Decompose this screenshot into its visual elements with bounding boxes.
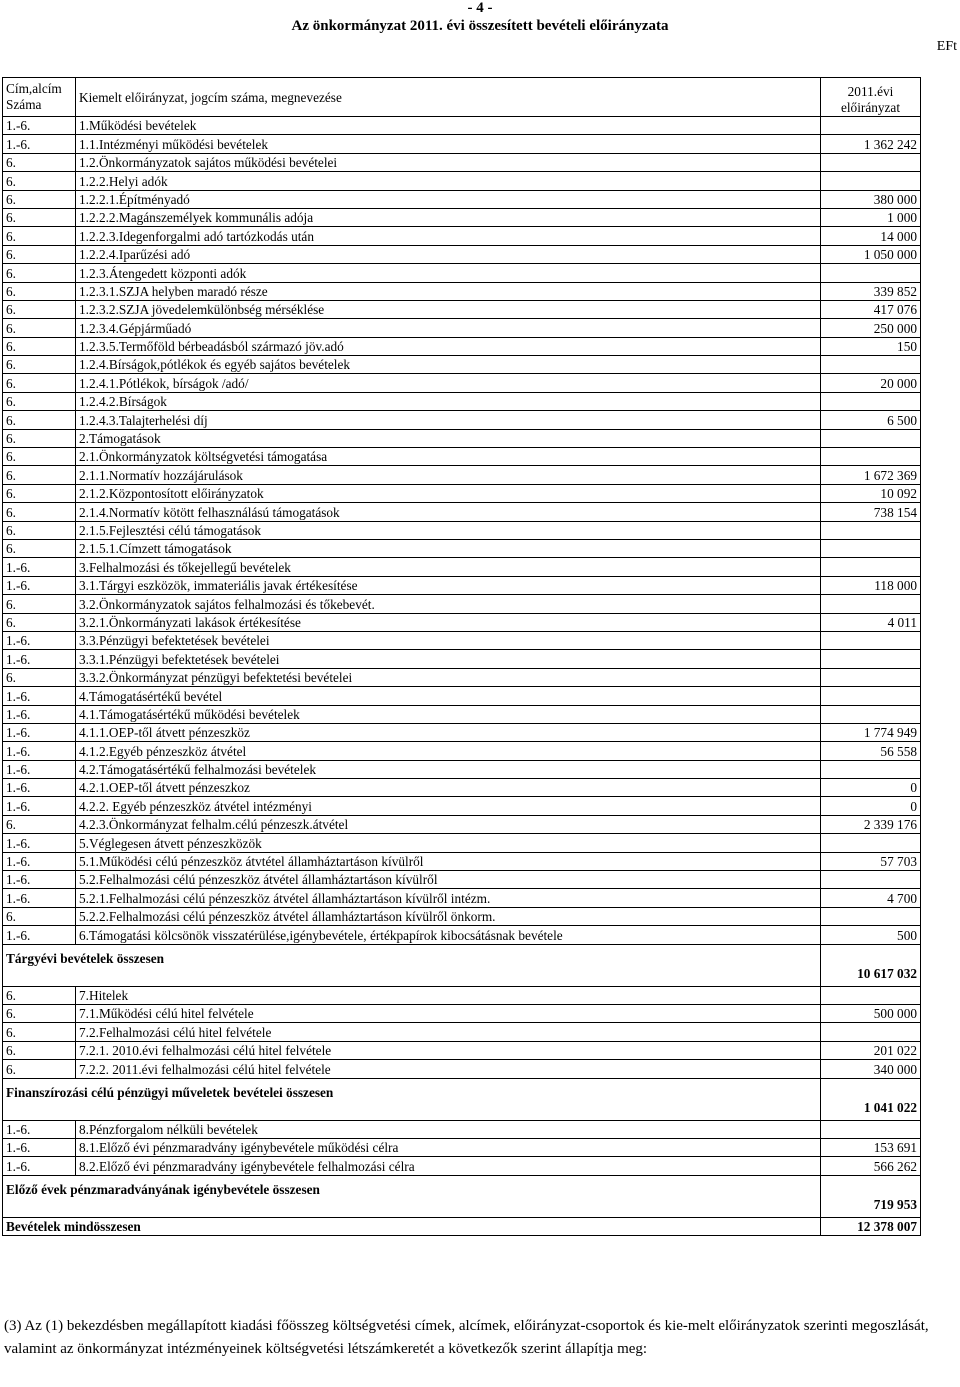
row-name: 8.2.Előző évi pénzmaradvány igénybevétele felhalmozási célra xyxy=(76,1157,821,1175)
table-row xyxy=(3,282,921,300)
row-value xyxy=(821,521,921,539)
table-row xyxy=(3,484,921,502)
row-name: 1.2.Önkormányzatok sajátos működési bevételei xyxy=(76,153,821,171)
row-code: 1.-6. xyxy=(3,117,76,135)
total-value: 10 617 032 xyxy=(821,944,921,986)
row-value xyxy=(821,687,921,705)
table-row xyxy=(3,521,921,539)
row-name: 4.1.2.Egyéb pénzeszköz átvétel xyxy=(76,742,821,760)
table-row xyxy=(3,429,921,447)
row-name: 1.2.2.Helyi adók xyxy=(76,172,821,190)
table-row xyxy=(3,300,921,318)
table-row xyxy=(3,1138,921,1156)
row-name: 2.1.Önkormányzatok költségvetési támogatása xyxy=(76,448,821,466)
row-code: 6. xyxy=(3,411,76,429)
page-title: Az önkormányzat 2011. évi összesített bevételi előirányzata xyxy=(291,18,669,34)
table-row xyxy=(3,539,921,557)
table-row xyxy=(3,723,921,741)
row-name: 1.2.2.4.Iparűzési adó xyxy=(76,245,821,263)
row-code: 6. xyxy=(3,595,76,613)
row-name: 3.2.Önkormányzatok sajátos felhalmozási és tőkebevét. xyxy=(76,595,821,613)
row-name: 1.2.4.2.Bírságok xyxy=(76,392,821,410)
row-name: 7.2.2. 2011.évi felhalmozási célú hitel felvétele xyxy=(76,1060,821,1078)
row-code: 1.-6. xyxy=(3,1120,76,1138)
col-name-header: Kiemelt előirányzat, jogcím száma, megnevezése xyxy=(76,78,821,117)
row-value: 0 xyxy=(821,779,921,797)
row-value: 340 000 xyxy=(821,1060,921,1078)
row-value: 2 339 176 xyxy=(821,815,921,833)
row-name: 2.1.4.Normatív kötött felhasználású támogatások xyxy=(76,503,821,521)
row-code: 1.-6. xyxy=(3,135,76,153)
table-row xyxy=(3,668,921,686)
row-value: 56 558 xyxy=(821,742,921,760)
row-name: 1.Működési bevételek xyxy=(76,117,821,135)
row-value xyxy=(821,650,921,668)
row-code: 1.-6. xyxy=(3,834,76,852)
row-code: 1.-6. xyxy=(3,558,76,576)
row-name: 4.1.1.OEP-től átvett pénzeszköz xyxy=(76,723,821,741)
row-value xyxy=(821,429,921,447)
row-code: 6. xyxy=(3,815,76,833)
row-value: 339 852 xyxy=(821,282,921,300)
total-row xyxy=(3,1078,921,1120)
row-name: 2.1.2.Központosított előirányzatok xyxy=(76,484,821,502)
table-row xyxy=(3,117,921,135)
row-name: 5.Véglegesen átvett pénzeszközök xyxy=(76,834,821,852)
row-value: 500 000 xyxy=(821,1004,921,1022)
row-name: 6.Támogatási kölcsönök visszatérülése,igénybevétele, értékpapírok kibocsátásnak bevétele xyxy=(76,926,821,944)
row-name: 3.Felhalmozási és tőkejellegű bevételek xyxy=(76,558,821,576)
col-code-header: Cím,alcím Száma xyxy=(3,78,76,117)
row-name: 4.1.Támogatásértékű működési bevételek xyxy=(76,705,821,723)
row-code: 1.-6. xyxy=(3,760,76,778)
table-body xyxy=(3,117,921,1236)
table-row xyxy=(3,356,921,374)
table-row xyxy=(3,926,921,944)
table-row xyxy=(3,687,921,705)
row-name: 1.2.3.4.Gépjárműadó xyxy=(76,319,821,337)
total-row xyxy=(3,1175,921,1217)
row-code: 6. xyxy=(3,282,76,300)
row-name: 8.1.Előző évi pénzmaradvány igénybevétele működési célra xyxy=(76,1138,821,1156)
paragraph-note: (3) Az (1) bekezdésben megállapított kiadási főösszeg költségvetési címek, alcímek, előirányzat-csoportok és kie-melt előirányzatok szerinti megoszlását, valamint az önkormányzat intézményeinek költségvetési létszámkeretét a következők szerint állapítja meg: xyxy=(4,1318,929,1357)
table-row xyxy=(3,1120,921,1138)
total-label: Finanszírozási célú pénzügyi műveletek bevételei összesen xyxy=(3,1078,821,1120)
table-row xyxy=(3,1004,921,1022)
row-code: 6. xyxy=(3,319,76,337)
row-value: 118 000 xyxy=(821,576,921,594)
table-row xyxy=(3,374,921,392)
row-value: 1 050 000 xyxy=(821,245,921,263)
row-name: 5.2.1.Felhalmozási célú pénzeszköz átvétel államháztartáson kívülről intézm. xyxy=(76,889,821,907)
row-code: 1.-6. xyxy=(3,687,76,705)
revenue-table xyxy=(2,77,921,1236)
row-value: 417 076 xyxy=(821,300,921,318)
total-value: 719 953 xyxy=(821,1175,921,1217)
row-code: 1.-6. xyxy=(3,1138,76,1156)
row-value xyxy=(821,668,921,686)
row-value xyxy=(821,264,921,282)
table-row xyxy=(3,448,921,466)
row-name: 2.1.5.Fejlesztési célú támogatások xyxy=(76,521,821,539)
row-value: 250 000 xyxy=(821,319,921,337)
table-row xyxy=(3,264,921,282)
row-value xyxy=(821,907,921,925)
row-name: 5.2.2.Felhalmozási célú pénzeszköz átvétel államháztartáson kívülről önkorm. xyxy=(76,907,821,925)
row-code: 6. xyxy=(3,153,76,171)
row-value xyxy=(821,1120,921,1138)
row-code: 6. xyxy=(3,986,76,1004)
table-row xyxy=(3,503,921,521)
row-code: 6. xyxy=(3,337,76,355)
row-value xyxy=(821,448,921,466)
row-value xyxy=(821,834,921,852)
row-code: 1.-6. xyxy=(3,1157,76,1175)
row-code: 1.-6. xyxy=(3,723,76,741)
row-code: 6. xyxy=(3,1023,76,1041)
row-name: 1.2.3.1.SZJA helyben maradó része xyxy=(76,282,821,300)
row-name: 7.2.Felhalmozási célú hitel felvétele xyxy=(76,1023,821,1041)
row-value: 6 500 xyxy=(821,411,921,429)
page-number: - 4 - xyxy=(467,0,493,16)
table-row xyxy=(3,595,921,613)
row-name: 3.1.Tárgyi eszközök, immateriális javak értékesítése xyxy=(76,576,821,594)
table-row xyxy=(3,889,921,907)
row-name: 2.1.1.Normatív hozzájárulások xyxy=(76,466,821,484)
row-code: 6. xyxy=(3,521,76,539)
row-name: 3.3.1.Pénzügyi befektetések bevételei xyxy=(76,650,821,668)
row-code: 1.-6. xyxy=(3,926,76,944)
table-row xyxy=(3,172,921,190)
table-row xyxy=(3,558,921,576)
row-code: 1.-6. xyxy=(3,742,76,760)
row-code: 6. xyxy=(3,466,76,484)
row-name: 1.2.4.3.Talajterhelési díj xyxy=(76,411,821,429)
row-name: 8.Pénzforgalom nélküli bevételek xyxy=(76,1120,821,1138)
row-name: 1.2.3.2.SZJA jövedelemkülönbség mérséklése xyxy=(76,300,821,318)
table-row xyxy=(3,705,921,723)
row-value: 1 000 xyxy=(821,208,921,226)
table-row xyxy=(3,815,921,833)
row-code: 6. xyxy=(3,907,76,925)
row-code: 6. xyxy=(3,668,76,686)
row-name: 3.2.1.Önkormányzati lakások értékesítése xyxy=(76,613,821,631)
row-name: 4.2.Támogatásértékű felhalmozási bevételek xyxy=(76,760,821,778)
row-code: 1.-6. xyxy=(3,871,76,889)
row-name: 5.2.Felhalmozási célú pénzeszköz átvétel államháztartáson kívülről xyxy=(76,871,821,889)
row-value xyxy=(821,595,921,613)
row-code: 1.-6. xyxy=(3,779,76,797)
table-row xyxy=(3,779,921,797)
row-code: 6. xyxy=(3,392,76,410)
row-code: 6. xyxy=(3,300,76,318)
row-code: 6. xyxy=(3,227,76,245)
row-code: 6. xyxy=(3,539,76,557)
row-name: 2.Támogatások xyxy=(76,429,821,447)
row-value: 4 700 xyxy=(821,889,921,907)
row-code: 6. xyxy=(3,484,76,502)
row-name: 1.2.3.5.Termőföld bérbeadásból származó jöv.adó xyxy=(76,337,821,355)
table-row xyxy=(3,392,921,410)
table-row xyxy=(3,1157,921,1175)
table-row xyxy=(3,411,921,429)
row-name: 4.2.1.OEP-től átvett pénzeszkoz xyxy=(76,779,821,797)
row-name: 1.2.2.3.Idegenforgalmi adó tartózkodás után xyxy=(76,227,821,245)
total-label: Bevételek mindösszesen xyxy=(3,1217,821,1235)
row-name: 4.2.3.Önkormányzat felhalm.célú pénzeszk.átvétel xyxy=(76,815,821,833)
row-value: 566 262 xyxy=(821,1157,921,1175)
total-label: Tárgyévi bevételek összesen xyxy=(3,944,821,986)
row-code: 6. xyxy=(3,429,76,447)
row-code: 6. xyxy=(3,374,76,392)
row-code: 6. xyxy=(3,208,76,226)
row-value xyxy=(821,986,921,1004)
table-row xyxy=(3,245,921,263)
row-name: 3.3.2.Önkormányzat pénzügyi befektetési bevételei xyxy=(76,668,821,686)
row-value: 1 672 369 xyxy=(821,466,921,484)
table-row xyxy=(3,190,921,208)
table-header-row xyxy=(3,78,921,117)
row-value: 1 362 242 xyxy=(821,135,921,153)
table-row xyxy=(3,797,921,815)
table-row xyxy=(3,227,921,245)
row-name: 1.2.2.1.Építményadó xyxy=(76,190,821,208)
row-value xyxy=(821,392,921,410)
row-code: 6. xyxy=(3,613,76,631)
table-row xyxy=(3,650,921,668)
table-row xyxy=(3,834,921,852)
row-name: 1.2.3.Átengedett központi adók xyxy=(76,264,821,282)
table-row xyxy=(3,871,921,889)
table-row xyxy=(3,576,921,594)
table-row xyxy=(3,1023,921,1041)
table-row xyxy=(3,208,921,226)
unit-label: EFt xyxy=(936,39,957,54)
total-value: 1 041 022 xyxy=(821,1078,921,1120)
table-row xyxy=(3,986,921,1004)
row-value xyxy=(821,117,921,135)
row-value: 14 000 xyxy=(821,227,921,245)
row-name: 2.1.5.1.Címzett támogatások xyxy=(76,539,821,557)
table-row xyxy=(3,852,921,870)
row-value xyxy=(821,558,921,576)
row-value: 57 703 xyxy=(821,852,921,870)
row-code: 1.-6. xyxy=(3,631,76,649)
row-value xyxy=(821,871,921,889)
row-code: 1.-6. xyxy=(3,576,76,594)
row-name: 1.2.4.Bírságok,pótlékok és egyéb sajátos bevételek xyxy=(76,356,821,374)
row-code: 1.-6. xyxy=(3,889,76,907)
row-code: 1.-6. xyxy=(3,705,76,723)
row-name: 5.1.Működési célú pénzeszköz átvtétel államháztartáson kívülről xyxy=(76,852,821,870)
row-code: 1.-6. xyxy=(3,852,76,870)
row-name: 1.2.4.1.Pótlékok, bírságok /adó/ xyxy=(76,374,821,392)
row-code: 6. xyxy=(3,503,76,521)
table-row xyxy=(3,1060,921,1078)
row-code: 1.-6. xyxy=(3,650,76,668)
row-name: 1.1.Intézményi működési bevételek xyxy=(76,135,821,153)
row-value: 153 691 xyxy=(821,1138,921,1156)
total-row xyxy=(3,1217,921,1235)
row-value: 4 011 xyxy=(821,613,921,631)
table-row xyxy=(3,613,921,631)
row-code: 6. xyxy=(3,190,76,208)
row-value: 0 xyxy=(821,797,921,815)
total-value: 12 378 007 xyxy=(821,1217,921,1235)
table-row xyxy=(3,760,921,778)
row-code: 6. xyxy=(3,1060,76,1078)
row-value: 738 154 xyxy=(821,503,921,521)
row-value: 500 xyxy=(821,926,921,944)
table-row xyxy=(3,153,921,171)
row-code: 6. xyxy=(3,172,76,190)
table-row xyxy=(3,319,921,337)
row-value: 201 022 xyxy=(821,1041,921,1059)
total-row xyxy=(3,944,921,986)
row-value: 20 000 xyxy=(821,374,921,392)
row-name: 1.2.2.2.Magánszemélyek kommunális adója xyxy=(76,208,821,226)
row-value xyxy=(821,172,921,190)
col-value-header: 2011.évi előirányzat xyxy=(821,78,921,117)
table-row xyxy=(3,907,921,925)
table-row xyxy=(3,1041,921,1059)
row-code: 6. xyxy=(3,1041,76,1059)
table-row xyxy=(3,631,921,649)
row-code: 6. xyxy=(3,1004,76,1022)
row-name: 7.2.1. 2010.évi felhalmozási célú hitel felvétele xyxy=(76,1041,821,1059)
row-value: 1 774 949 xyxy=(821,723,921,741)
row-value xyxy=(821,539,921,557)
row-value: 150 xyxy=(821,337,921,355)
row-code: 6. xyxy=(3,356,76,374)
row-name: 7.Hitelek xyxy=(76,986,821,1004)
row-code: 6. xyxy=(3,448,76,466)
row-name: 4.Támogatásértékű bevétel xyxy=(76,687,821,705)
row-name: 3.3.Pénzügyi befektetések bevételei xyxy=(76,631,821,649)
row-value xyxy=(821,153,921,171)
row-value xyxy=(821,705,921,723)
row-code: 6. xyxy=(3,264,76,282)
row-value xyxy=(821,760,921,778)
row-value: 380 000 xyxy=(821,190,921,208)
row-value xyxy=(821,631,921,649)
row-name: 4.2.2. Egyéb pénzeszköz átvétel intézményi xyxy=(76,797,821,815)
table-row xyxy=(3,337,921,355)
row-code: 1.-6. xyxy=(3,797,76,815)
table-row xyxy=(3,466,921,484)
row-value: 10 092 xyxy=(821,484,921,502)
table-row xyxy=(3,742,921,760)
row-value xyxy=(821,1023,921,1041)
row-name: 7.1.Működési célú hitel felvétele xyxy=(76,1004,821,1022)
row-code: 6. xyxy=(3,245,76,263)
table-row xyxy=(3,135,921,153)
row-value xyxy=(821,356,921,374)
total-label: Előző évek pénzmaradványának igénybevétele összesen xyxy=(3,1175,821,1217)
